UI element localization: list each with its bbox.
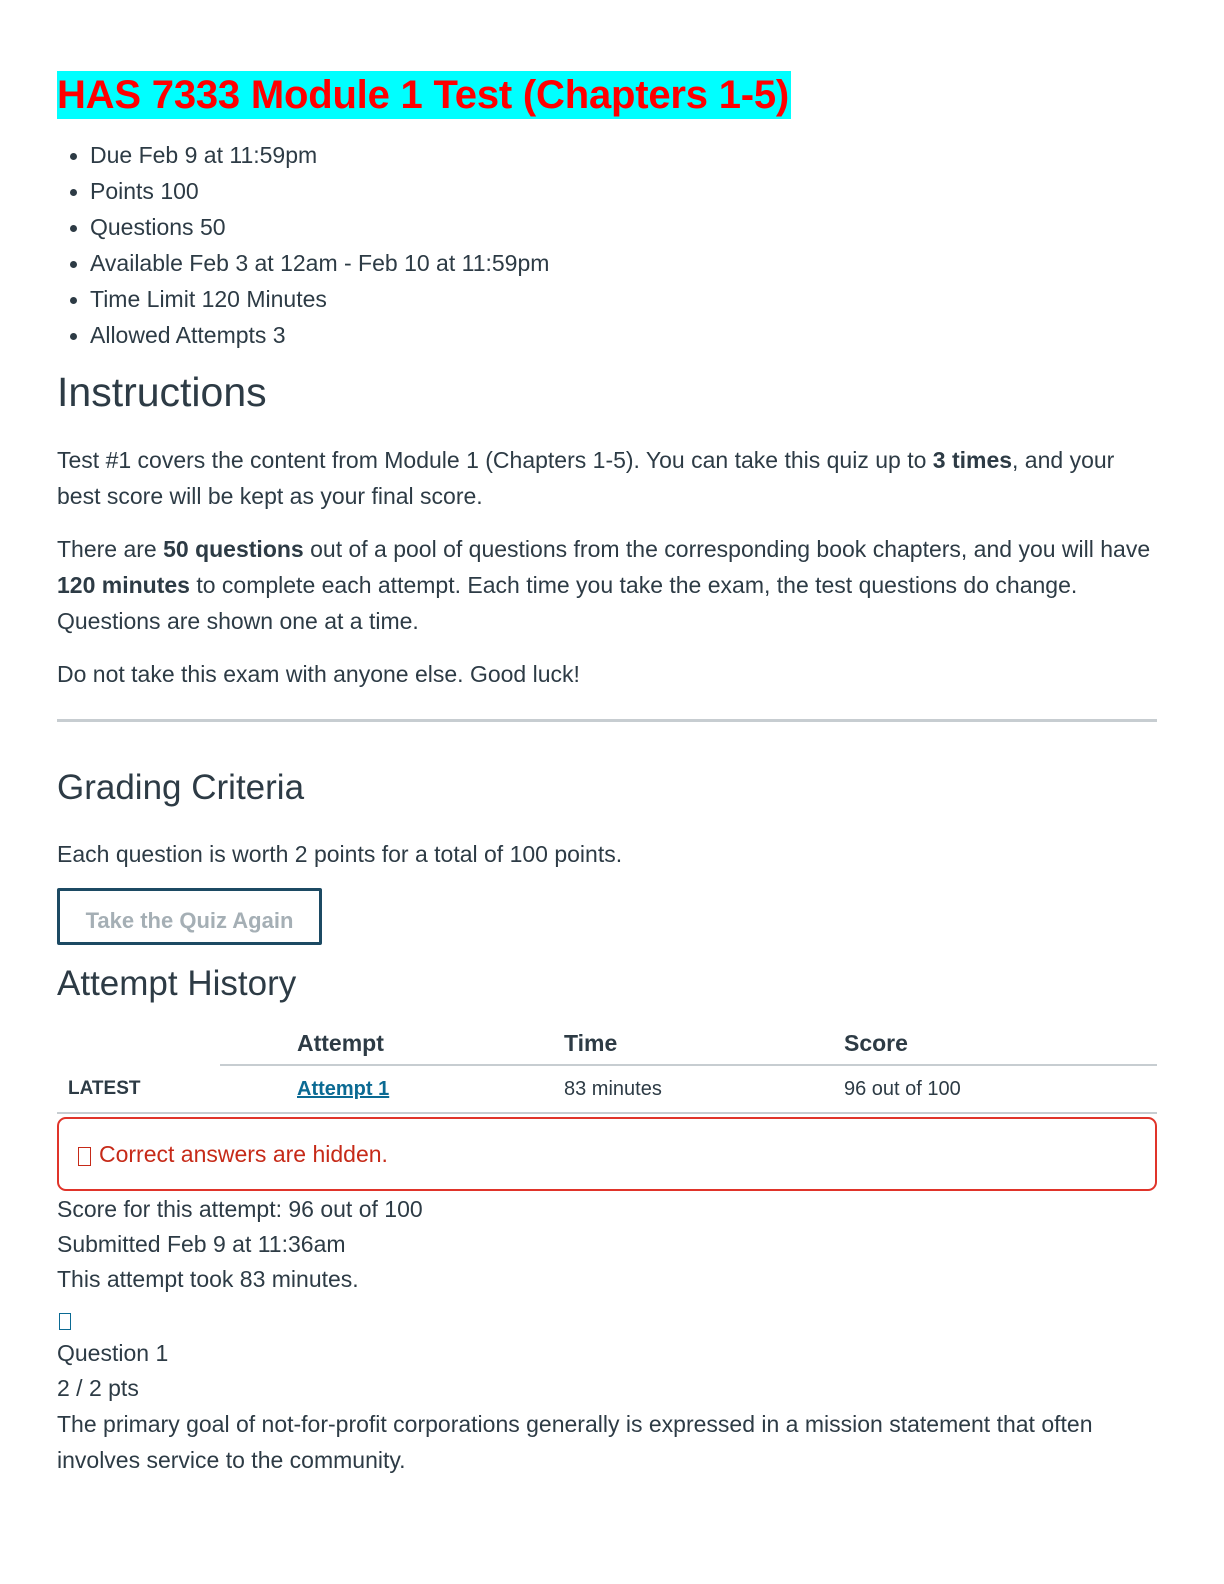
detail-due: Due Feb 9 at 11:59pm: [57, 137, 549, 173]
question-label: Question 1: [57, 1340, 169, 1366]
detail-time-limit: Time Limit 120 Minutes: [57, 281, 549, 317]
p1-text-a: Test #1 covers the content from Module 1 (Chapters 1-5). You can take this quiz up to: [57, 447, 933, 473]
attempt-submitted-text: Submitted Feb 9 at 11:36am: [57, 1231, 346, 1257]
column-header-score: Score: [844, 1030, 908, 1056]
attempt-summary: [57, 1192, 423, 1297]
grading-heading: Grading Criteria: [57, 768, 305, 807]
table-row: [57, 1066, 1157, 1114]
p2-text-e: to complete each attempt. Each time you take the exam, the test questions do change. Questions are shown one at a time.: [57, 572, 1078, 634]
attempt-duration-text: This attempt took 83 minutes.: [57, 1266, 359, 1292]
p2-text-bold-2: 120 minutes: [57, 572, 190, 598]
detail-points: Points 100: [57, 173, 549, 209]
attempt-time: 83 minutes: [564, 1078, 662, 1100]
hidden-answers-alert: [57, 1117, 1157, 1191]
quiz-details-list: [57, 137, 549, 353]
column-header-attempt: Attempt: [297, 1030, 384, 1056]
latest-tag: LATEST: [68, 1078, 141, 1099]
attempt-history-table: [57, 1026, 1157, 1114]
question-points: 2 / 2 pts: [57, 1375, 139, 1401]
alert-text: Correct answers are hidden.: [99, 1141, 388, 1167]
take-quiz-again-button[interactable]: Take the Quiz Again: [57, 888, 322, 945]
p2-text-bold-1: 50 questions: [163, 536, 304, 562]
question-block: [57, 1336, 1157, 1478]
p2-text-c: out of a pool of questions from the corresponding book chapters, and you will have: [303, 536, 1151, 562]
instructions-paragraph-2: [57, 531, 1157, 639]
section-divider: [57, 719, 1157, 722]
attempt-score-text: Score for this attempt: 96 out of 100: [57, 1196, 423, 1222]
page-title: HAS 7333 Module 1 Test (Chapters 1-5): [57, 73, 790, 117]
grading-text: Each question is worth 2 points for a total of 100 points.: [57, 841, 623, 867]
p2-text-a: There are: [57, 536, 164, 562]
p1-text-c: , and your best score will be kept as your final score.: [57, 447, 1115, 509]
attempt-history-heading: Attempt History: [57, 964, 297, 1003]
question-text: The primary goal of not-for-profit corporations generally is expressed in a mission statement that often involves service to the community.: [57, 1411, 1093, 1473]
table-header: [57, 1026, 1157, 1066]
detail-questions: Questions 50: [57, 209, 549, 245]
p1-text-bold: 3 times: [932, 447, 1013, 473]
instructions-paragraph-1: [57, 442, 1157, 514]
column-header-time: Time: [564, 1030, 618, 1056]
attempt-score: 96 out of 100: [844, 1078, 961, 1100]
attempt-1-link[interactable]: Attempt 1: [297, 1078, 390, 1100]
detail-available: Available Feb 3 at 12am - Feb 10 at 11:59pm: [57, 245, 549, 281]
flag-icon[interactable]: [59, 1313, 71, 1330]
warning-icon: [78, 1147, 91, 1166]
page-title-wrap: [57, 71, 791, 119]
row-underline: [57, 1112, 1157, 1114]
instructions-paragraph-3: Do not take this exam with anyone else. Good luck!: [57, 661, 580, 687]
detail-allowed-attempts: Allowed Attempts 3: [57, 317, 549, 353]
instructions-heading: Instructions: [57, 369, 267, 415]
